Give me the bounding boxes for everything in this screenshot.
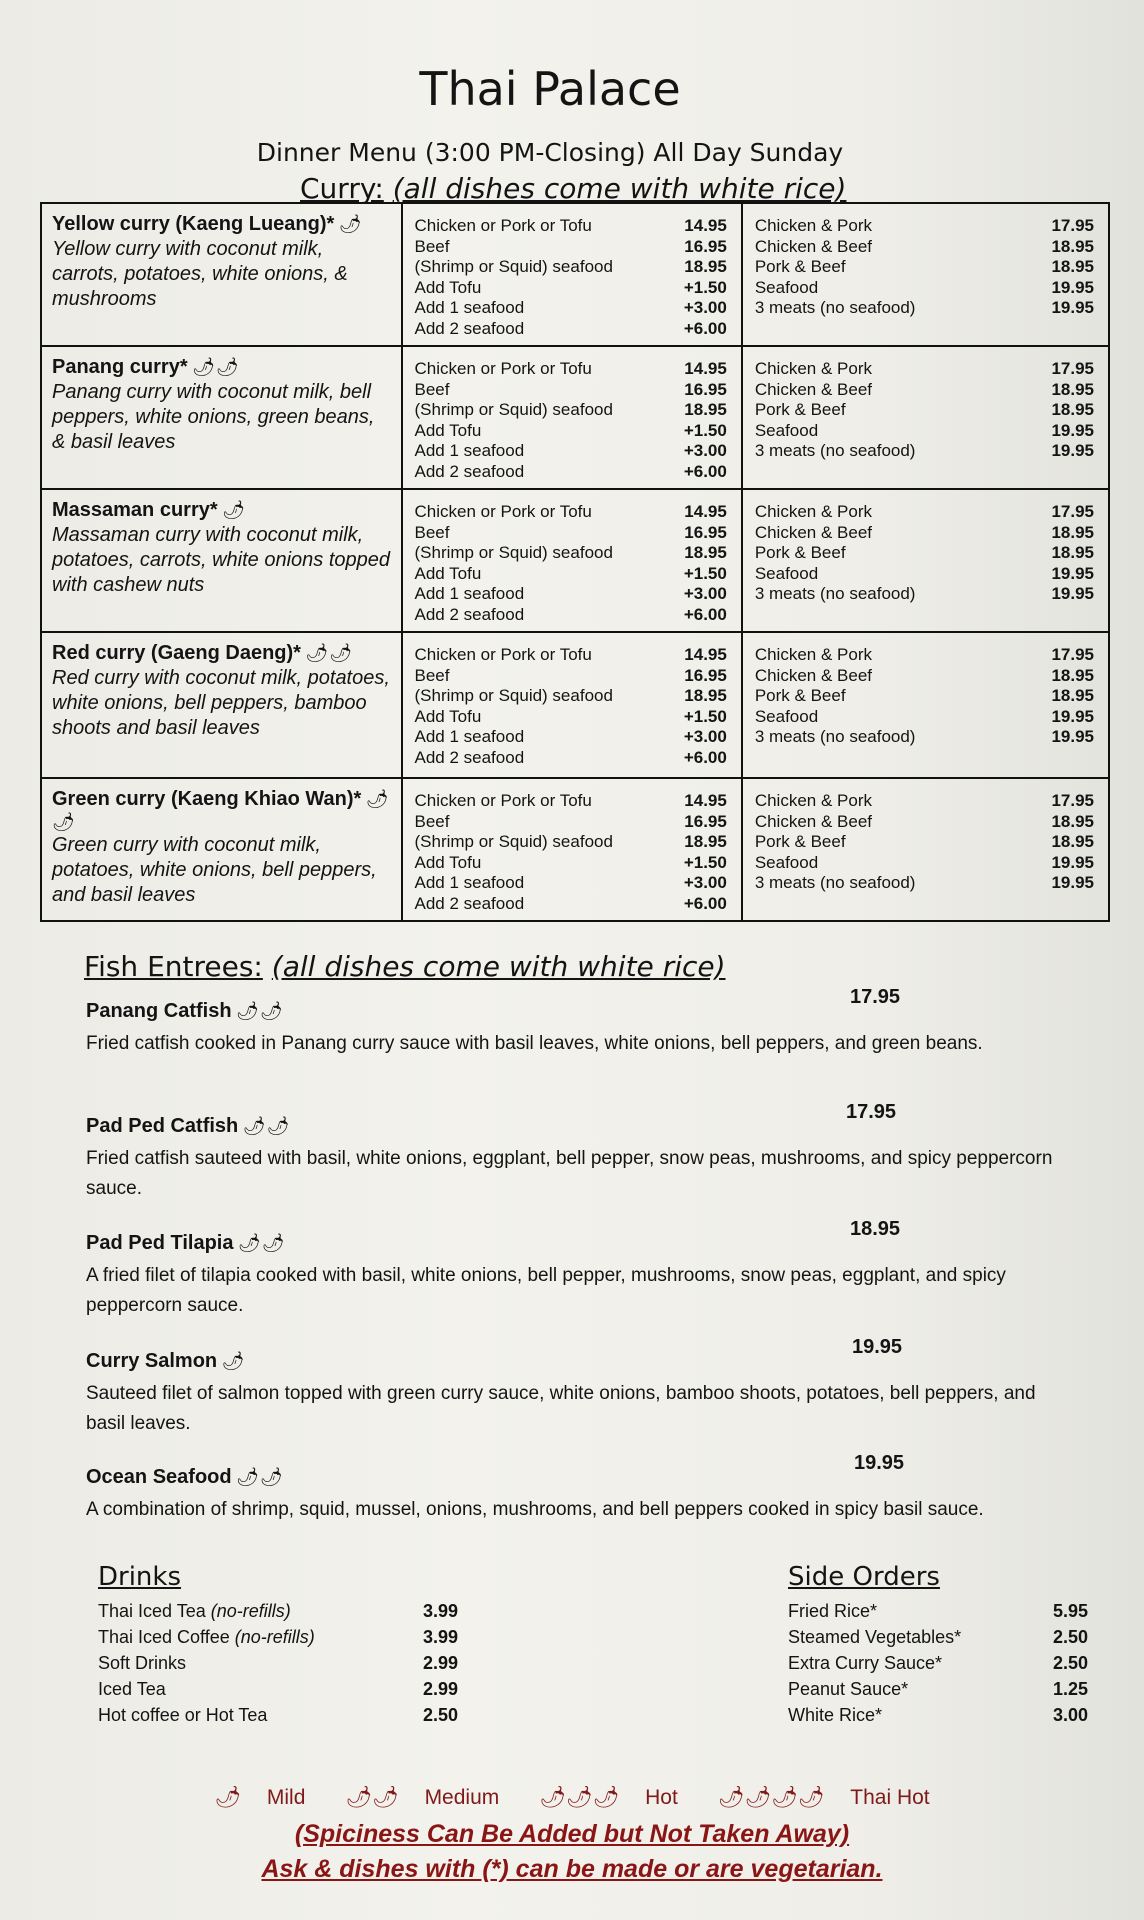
option-label: Add Tofu xyxy=(414,277,482,297)
fish-entree xyxy=(86,1218,1076,1321)
option-price: 14.95 xyxy=(684,359,727,378)
curry-section-label: Curry: xyxy=(300,172,384,205)
fish-price: 17.95 xyxy=(850,986,901,1008)
curry-table xyxy=(40,202,1110,922)
option-price: +6.00 xyxy=(683,318,727,338)
fish-entree xyxy=(86,1101,1076,1204)
option-label: (Shrimp or Squid) seafood xyxy=(414,686,613,705)
drink-price: 3.99 xyxy=(422,1627,458,1647)
fish-name: Curry Salmon xyxy=(86,1350,218,1372)
option-label: Chicken or Pork or Tofu xyxy=(414,645,592,664)
combo-label: Seafood xyxy=(754,420,819,440)
side-name: Peanut Sauce* xyxy=(788,1679,909,1699)
menu-title: Thai Palace xyxy=(419,62,681,116)
option-label: Add Tofu xyxy=(414,852,482,872)
combo-label: Pork & Beef xyxy=(754,832,846,851)
curry-name-cell xyxy=(41,778,402,921)
chili-icon: 🌶 xyxy=(222,500,246,520)
fish-name: Pad Ped Tilapia xyxy=(86,1232,234,1254)
curry-options-cell xyxy=(402,632,742,778)
chili-icon: 🌶🌶 xyxy=(192,357,240,377)
option-price: 16.95 xyxy=(684,236,727,256)
combo-label: Chicken & Pork xyxy=(754,216,872,235)
fish-name: Ocean Seafood xyxy=(86,1466,232,1488)
curry-section-heading xyxy=(300,172,846,205)
combo-label: Chicken & Beef xyxy=(754,379,873,399)
legend-item xyxy=(529,1786,688,1809)
combo-label: 3 meats (no seafood) xyxy=(754,873,916,892)
combo-price: 18.95 xyxy=(1051,379,1094,399)
curry-options xyxy=(403,347,741,488)
fish-description: Fried catfish sauteed with basil, white onions, eggplant, bell pepper, snow peas, mushrooms, and spicy peppercorn sauce. xyxy=(86,1148,1053,1199)
fish-name: Panang Catfish xyxy=(86,1000,232,1022)
legend-item xyxy=(708,1786,940,1809)
chili-icon: 🌶🌶🌶🌶 xyxy=(717,1786,825,1809)
option-label: Add 2 seafood xyxy=(414,893,525,913)
option-label: Add 1 seafood xyxy=(414,584,525,603)
curry-combos xyxy=(743,204,1108,325)
option-price: 18.95 xyxy=(684,543,727,562)
curry-options-cell xyxy=(402,203,742,346)
fish-section-label: Fish Entrees: xyxy=(84,950,263,983)
drink-name xyxy=(98,1650,186,1676)
option-price: 16.95 xyxy=(684,522,727,542)
option-price: +1.50 xyxy=(683,420,727,440)
curry-description: Panang curry with coconut milk, bell peppers, white onions, green beans, & basil leaves xyxy=(52,381,375,453)
curry-row xyxy=(41,203,1109,346)
fish-entree xyxy=(86,1336,1076,1439)
drink-name xyxy=(98,1676,166,1702)
chili-icon: 🌶 xyxy=(221,1351,246,1371)
chili-icon: 🌶🌶 xyxy=(236,1467,284,1487)
combo-label: Chicken & Pork xyxy=(754,502,872,521)
curry-description: Massaman curry with coconut milk, potatoes, carrots, white onions topped with cashew nuts xyxy=(52,524,390,596)
spice-legend xyxy=(0,1786,1144,1810)
fish-section-heading xyxy=(84,950,726,983)
fish-entree-header xyxy=(86,1218,1076,1255)
chili-icon: 🌶 xyxy=(338,214,363,234)
option-price: 14.95 xyxy=(684,645,727,664)
side-item xyxy=(788,1650,1088,1676)
option-label: Add Tofu xyxy=(414,563,482,583)
combo-label: Chicken & Beef xyxy=(754,665,873,685)
vegetarian-note: Ask & dishes with (*) can be made or are vegetarian. xyxy=(261,1855,883,1883)
combo-price: 17.95 xyxy=(1051,216,1094,235)
option-label: Add Tofu xyxy=(414,420,482,440)
fish-description: Fried catfish cooked in Panang curry sauce with basil leaves, white onions, bell peppers, and green beans. xyxy=(86,1033,983,1054)
side-item xyxy=(788,1598,1088,1624)
option-label: (Shrimp or Squid) seafood xyxy=(414,832,613,851)
fish-price: 17.95 xyxy=(846,1101,897,1123)
drink-label: Iced Tea xyxy=(98,1679,166,1699)
curry-combos-cell xyxy=(742,346,1109,489)
curry-name: Yellow curry (Kaeng Lueang)* xyxy=(52,213,335,235)
combo-label: Chicken & Pork xyxy=(754,359,872,378)
drink-item xyxy=(98,1650,458,1676)
combo-label: 3 meats (no seafood) xyxy=(754,298,916,317)
chili-icon: 🌶🌶🌶 xyxy=(539,1786,620,1809)
combo-label: Seafood xyxy=(754,852,819,872)
option-price: 18.95 xyxy=(684,686,727,705)
combo-price: 19.95 xyxy=(1051,563,1094,583)
fish-price: 19.95 xyxy=(852,1336,903,1358)
combo-price: 19.95 xyxy=(1051,852,1094,872)
fish-price: 18.95 xyxy=(850,1218,901,1240)
option-price: +3.00 xyxy=(683,727,727,746)
drink-item xyxy=(98,1624,458,1650)
option-price: 16.95 xyxy=(684,665,727,685)
fish-description: A fried filet of tilapia cooked with basil, white onions, bell pepper, mushrooms, snow peas, eggplant, and spicy peppercorn sauce. xyxy=(86,1265,1006,1316)
option-price: 18.95 xyxy=(684,832,727,851)
combo-label: Pork & Beef xyxy=(754,400,846,419)
option-price: 16.95 xyxy=(684,811,727,831)
side-name: Extra Curry Sauce* xyxy=(788,1653,943,1673)
side-item xyxy=(788,1624,1088,1650)
curry-section-note: (all dishes come with white rice) xyxy=(392,172,847,205)
fish-price: 19.95 xyxy=(854,1452,905,1474)
drink-item xyxy=(98,1676,458,1702)
option-price: +3.00 xyxy=(683,584,727,603)
combo-price: 19.95 xyxy=(1051,584,1094,603)
chili-icon: 🌶🌶 xyxy=(237,1233,286,1253)
option-label: Beef xyxy=(414,379,450,399)
option-label: Add 2 seafood xyxy=(414,604,525,624)
curry-options xyxy=(403,204,741,345)
curry-row xyxy=(41,632,1109,778)
option-label: Add 2 seafood xyxy=(414,461,525,481)
option-price: 14.95 xyxy=(684,216,727,235)
curry-name-cell xyxy=(41,489,402,632)
combo-price: 18.95 xyxy=(1051,400,1094,419)
chili-icon: 🌶🌶 xyxy=(345,1786,399,1809)
legend-item xyxy=(335,1786,509,1809)
combo-price: 19.95 xyxy=(1051,706,1094,726)
combo-price: 19.95 xyxy=(1051,873,1094,892)
option-price: 16.95 xyxy=(684,379,727,399)
curry-description: Green curry with coconut milk, potatoes, white onions, bell peppers, and basil leaves xyxy=(52,834,377,906)
side-orders-heading: Side Orders xyxy=(788,1562,940,1592)
combo-label: Chicken & Pork xyxy=(754,645,872,664)
side-orders-section xyxy=(788,1562,1088,1728)
option-price: 14.95 xyxy=(684,791,727,810)
option-price: 18.95 xyxy=(684,400,727,419)
curry-name: Red curry (Gaeng Daeng)* xyxy=(52,642,301,664)
drink-price: 3.99 xyxy=(422,1601,458,1621)
option-price: +6.00 xyxy=(683,604,727,624)
drinks-heading: Drinks xyxy=(98,1562,182,1592)
drink-item xyxy=(98,1702,458,1728)
curry-name-cell xyxy=(41,632,402,778)
side-item xyxy=(788,1676,1088,1702)
combo-label: Chicken & Beef xyxy=(754,236,873,256)
combo-label: Chicken & Beef xyxy=(754,811,873,831)
chili-icon: 🌶🌶 xyxy=(52,789,390,832)
fish-entree xyxy=(86,1452,1076,1525)
drink-price: 2.50 xyxy=(422,1705,458,1725)
drink-label: Soft Drinks xyxy=(98,1653,187,1673)
option-label: Chicken or Pork or Tofu xyxy=(414,216,592,235)
option-price: 14.95 xyxy=(684,502,727,521)
curry-options-cell xyxy=(402,778,742,921)
fish-entree-header xyxy=(86,1101,1076,1138)
drink-name xyxy=(98,1624,315,1650)
curry-row xyxy=(41,489,1109,632)
drink-label: Hot coffee or Hot Tea xyxy=(98,1705,268,1725)
drink-label: Thai Iced Tea xyxy=(98,1601,211,1621)
option-price: +1.50 xyxy=(683,706,727,726)
combo-price: 18.95 xyxy=(1051,257,1094,276)
curry-description: Yellow curry with coconut milk, carrots, potatoes, white onions, & mushrooms xyxy=(52,238,348,310)
fish-name: Pad Ped Catfish xyxy=(86,1115,239,1137)
menu-subtitle: Dinner Menu (3:00 PM-Closing) All Day Sunday xyxy=(256,138,844,167)
curry-row xyxy=(41,778,1109,921)
option-label: Beef xyxy=(414,665,450,685)
legend-label: Thai Hot xyxy=(850,1786,930,1809)
combo-label: 3 meats (no seafood) xyxy=(754,727,916,746)
side-name: Fried Rice* xyxy=(788,1601,878,1621)
drink-name xyxy=(98,1598,291,1624)
drink-name xyxy=(98,1702,267,1728)
chili-icon: 🌶🌶 xyxy=(305,643,354,663)
option-label: Add 1 seafood xyxy=(414,441,525,460)
combo-price: 19.95 xyxy=(1051,441,1094,460)
side-name: White Rice* xyxy=(788,1705,883,1725)
combo-label: Seafood xyxy=(754,706,819,726)
combo-price: 17.95 xyxy=(1051,502,1094,521)
fish-description: A combination of shrimp, squid, mussel, onions, mushrooms, and bell peppers cooked in spicy basil sauce. xyxy=(86,1499,984,1520)
option-label: Chicken or Pork or Tofu xyxy=(414,502,592,521)
side-name: Steamed Vegetables* xyxy=(788,1627,962,1647)
curry-options-cell xyxy=(402,346,742,489)
combo-label: Pork & Beef xyxy=(754,257,846,276)
drinks-section xyxy=(98,1562,458,1728)
combo-price: 18.95 xyxy=(1051,811,1094,831)
combo-price: 17.95 xyxy=(1051,645,1094,664)
combo-price: 17.95 xyxy=(1051,359,1094,378)
option-price: +3.00 xyxy=(683,298,727,317)
combo-price: 18.95 xyxy=(1051,665,1094,685)
side-price: 1.25 xyxy=(1052,1679,1088,1699)
drink-price: 2.99 xyxy=(422,1653,458,1673)
side-item xyxy=(788,1702,1088,1728)
option-label: Add Tofu xyxy=(414,706,482,726)
option-price: +1.50 xyxy=(683,563,727,583)
combo-price: 18.95 xyxy=(1051,686,1094,705)
combo-label: 3 meats (no seafood) xyxy=(754,584,916,603)
curry-name: Panang curry* xyxy=(52,356,188,378)
drink-label: Thai Iced Coffee xyxy=(98,1627,235,1647)
combo-price: 19.95 xyxy=(1051,277,1094,297)
curry-row xyxy=(41,346,1109,489)
option-label: Beef xyxy=(414,811,450,831)
curry-combos xyxy=(743,490,1108,611)
chili-icon: 🌶🌶 xyxy=(236,1001,284,1021)
combo-label: Chicken & Pork xyxy=(754,791,872,810)
fish-entree-header xyxy=(86,1452,1076,1489)
option-price: +3.00 xyxy=(683,873,727,892)
chili-icon: 🌶 xyxy=(214,1786,242,1809)
fish-entree xyxy=(86,986,1076,1059)
curry-combos xyxy=(743,347,1108,468)
curry-combos-cell xyxy=(742,632,1109,778)
combo-price: 19.95 xyxy=(1051,298,1094,317)
legend-label: Mild xyxy=(266,1786,306,1809)
combo-label: Pork & Beef xyxy=(754,686,846,705)
option-label: Add 1 seafood xyxy=(414,727,525,746)
drink-price: 2.99 xyxy=(422,1679,458,1699)
option-label: Beef xyxy=(414,522,450,542)
option-price: 18.95 xyxy=(684,257,727,276)
option-label: Chicken or Pork or Tofu xyxy=(414,791,592,810)
option-label: Beef xyxy=(414,236,450,256)
combo-price: 19.95 xyxy=(1051,727,1094,746)
option-label: (Shrimp or Squid) seafood xyxy=(414,257,613,276)
combo-label: 3 meats (no seafood) xyxy=(754,441,916,460)
combo-label: Pork & Beef xyxy=(754,543,846,562)
curry-name: Massaman curry* xyxy=(52,499,218,521)
curry-options-cell xyxy=(402,489,742,632)
option-price: +6.00 xyxy=(683,893,727,913)
option-price: +6.00 xyxy=(683,747,727,767)
curry-name: Green curry (Kaeng Khiao Wan)* xyxy=(52,788,362,810)
curry-combos-cell xyxy=(742,778,1109,921)
curry-name-cell xyxy=(41,203,402,346)
option-label: (Shrimp or Squid) seafood xyxy=(414,400,613,419)
fish-entree-header xyxy=(86,986,1076,1023)
combo-label: Seafood xyxy=(754,277,819,297)
combo-price: 18.95 xyxy=(1051,832,1094,851)
curry-options xyxy=(403,633,741,774)
curry-combos xyxy=(743,779,1108,900)
drink-note: (no-refills) xyxy=(210,1601,291,1621)
combo-price: 18.95 xyxy=(1051,543,1094,562)
option-price: +3.00 xyxy=(683,441,727,460)
curry-combos-cell xyxy=(742,203,1109,346)
combo-price: 19.95 xyxy=(1051,420,1094,440)
curry-combos xyxy=(743,633,1108,754)
legend-item xyxy=(204,1786,315,1809)
legend-label: Medium xyxy=(424,1786,500,1809)
spiciness-note: (Spiciness Can Be Added but Not Taken Away) xyxy=(294,1820,850,1848)
fish-section-note: (all dishes come with white rice) xyxy=(271,950,726,983)
combo-label: Seafood xyxy=(754,563,819,583)
curry-options xyxy=(403,779,741,920)
side-price: 2.50 xyxy=(1052,1627,1088,1647)
combo-label: Chicken & Beef xyxy=(754,522,873,542)
combo-price: 17.95 xyxy=(1051,791,1094,810)
curry-name-cell xyxy=(41,346,402,489)
side-price: 5.95 xyxy=(1052,1601,1088,1621)
legend-label: Hot xyxy=(645,1786,678,1809)
curry-combos-cell xyxy=(742,489,1109,632)
side-price: 3.00 xyxy=(1052,1705,1088,1725)
option-label: Add 2 seafood xyxy=(414,747,525,767)
curry-options xyxy=(403,490,741,631)
drink-item xyxy=(98,1598,458,1624)
drink-note: (no-refills) xyxy=(234,1627,315,1647)
option-label: Chicken or Pork or Tofu xyxy=(414,359,592,378)
option-price: +6.00 xyxy=(683,461,727,481)
side-price: 2.50 xyxy=(1052,1653,1088,1673)
option-price: +1.50 xyxy=(683,852,727,872)
curry-description: Red curry with coconut milk, potatoes, white onions, bell peppers, bamboo shoots and basil leaves xyxy=(52,667,390,739)
fish-entree-header xyxy=(86,1336,1076,1373)
combo-price: 18.95 xyxy=(1051,236,1094,256)
option-label: Add 1 seafood xyxy=(414,298,525,317)
fish-description: Sauteed filet of salmon topped with green curry sauce, white onions, bamboo shoots, potatoes, bell peppers, and basil leaves. xyxy=(86,1383,1036,1434)
option-price: +1.50 xyxy=(683,277,727,297)
option-label: (Shrimp or Squid) seafood xyxy=(414,543,613,562)
chili-icon: 🌶🌶 xyxy=(242,1116,291,1136)
option-label: Add 1 seafood xyxy=(414,873,525,892)
combo-price: 18.95 xyxy=(1051,522,1094,542)
option-label: Add 2 seafood xyxy=(414,318,525,338)
